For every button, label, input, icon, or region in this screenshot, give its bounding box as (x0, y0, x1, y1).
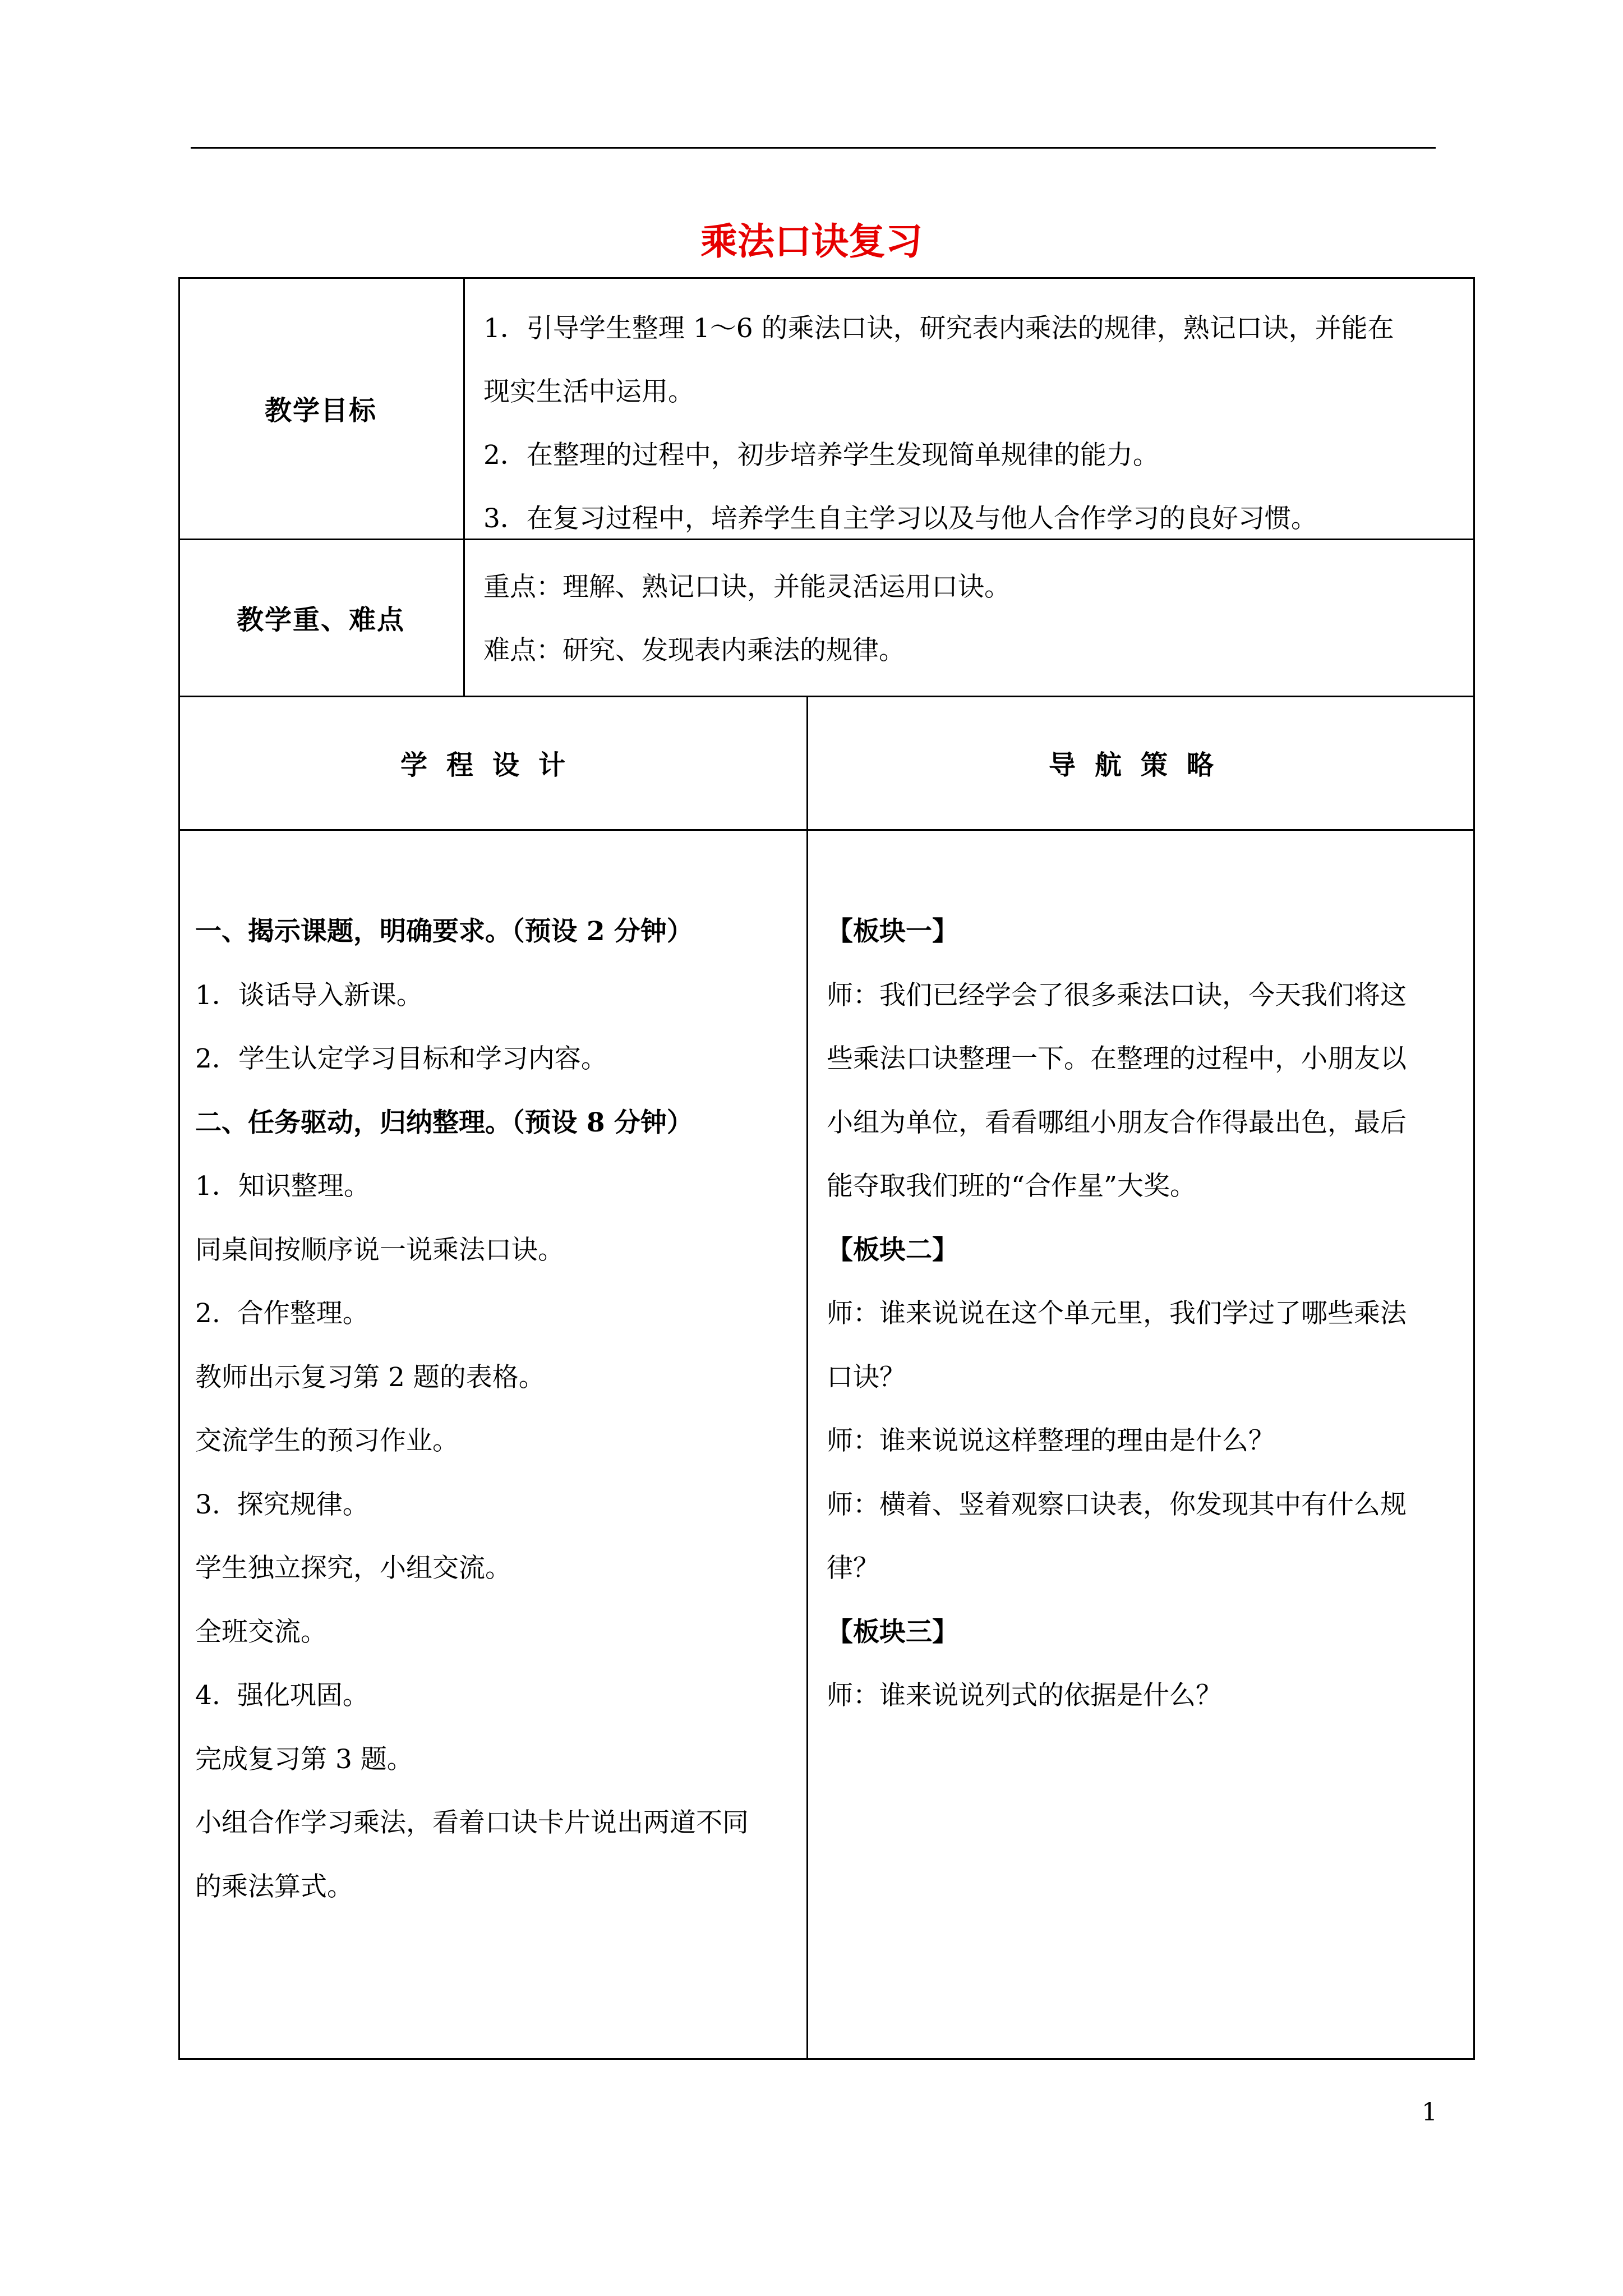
text-line: 【板块三】 (827, 1616, 958, 1648)
text-line: 1．知识整理。 (195, 1171, 370, 1202)
document-title: 乘法口诀复习 (700, 219, 923, 263)
row-divider (178, 829, 1475, 831)
text-line: 现实生活中运用。 (483, 376, 694, 407)
left-column-header: 学程设计 (400, 749, 584, 781)
text-line: 师：谁来说说在这个单元里，我们学过了哪些乘法 (827, 1298, 1407, 1329)
text-line: 3．在复习过程中，培养学生自主学习以及与他人合作学习的良好习惯。 (483, 503, 1317, 534)
objectives-list (483, 297, 1394, 550)
text-line: 全班交流。 (195, 1616, 327, 1648)
text-line: 2．学生认定学习目标和学习内容。 (195, 1043, 607, 1074)
text-line: 4. 强化巩固。 (195, 1680, 369, 1711)
text-line: 教师出示复习第 2 题的表格。 (195, 1361, 545, 1393)
text-line: 师：谁来说说列式的依据是什么？ (827, 1680, 1222, 1711)
text-line: 交流学生的预习作业。 (195, 1425, 459, 1456)
text-line: 小组合作学习乘法，看着口诀卡片说出两道不同 (195, 1807, 749, 1838)
text-line: 能夺取我们班的“合作星”大奖。 (827, 1171, 1197, 1202)
column-divider (463, 277, 465, 696)
text-line: 难点：研究、发现表内乘法的规律。 (483, 635, 905, 666)
text-line: 2．在整理的过程中，初步培养学生发现简单规律的能力。 (483, 440, 1159, 471)
right-column-header: 导航策略 (1048, 749, 1233, 781)
text-line: 学生独立探究，小组交流。 (195, 1553, 511, 1584)
text-line: 的乘法算式。 (195, 1871, 353, 1902)
text-line: 小组为单位，看看哪组小朋友合作得最出色，最后 (827, 1107, 1407, 1138)
text-line: 【板块二】 (827, 1234, 958, 1266)
text-line: 律？ (827, 1553, 879, 1584)
lesson-steps-list (195, 900, 749, 1918)
text-line: 师：我们已经学会了很多乘法口诀，今天我们将这 (827, 979, 1407, 1011)
text-line: 些乘法口诀整理一下。在整理的过程中，小朋友以 (827, 1043, 1407, 1074)
objectives-label: 教学目标 (264, 394, 377, 426)
page-number: 1 (1422, 2098, 1437, 2127)
text-line: 【板块一】 (827, 916, 958, 947)
text-line: 同桌间按顺序说一说乘法口诀。 (195, 1234, 564, 1266)
header-rule (191, 147, 1436, 149)
text-line: 师：谁来说说这样整理的理由是什么？ (827, 1425, 1275, 1456)
text-line: 1．谈话导入新课。 (195, 979, 423, 1011)
guidance-strategies-list (827, 900, 1407, 1728)
text-line: 1．引导学生整理 1～6 的乘法口诀，研究表内乘法的规律，熟记口诀，并能在 (483, 313, 1394, 344)
key-points-list (483, 555, 1011, 682)
text-line: 师：横着、竖着观察口诀表，你发现其中有什么规 (827, 1489, 1407, 1520)
text-line: 口诀？ (827, 1361, 906, 1393)
text-line: 3. 探究规律。 (195, 1489, 369, 1520)
text-line: 完成复习第 3 题。 (195, 1743, 413, 1775)
text-line: 重点：理解、熟记口诀，并能灵活运用口诀。 (483, 572, 1011, 602)
text-line: 二、任务驱动，归纳整理。（预设 8 分钟） (195, 1107, 693, 1138)
key-points-label: 教学重、难点 (236, 604, 405, 636)
lesson-plan-table (178, 277, 1475, 2060)
column-divider (806, 696, 808, 2060)
text-line: 2. 合作整理。 (195, 1298, 369, 1329)
text-line: 一、揭示课题，明确要求。（预设 2 分钟） (195, 916, 693, 947)
